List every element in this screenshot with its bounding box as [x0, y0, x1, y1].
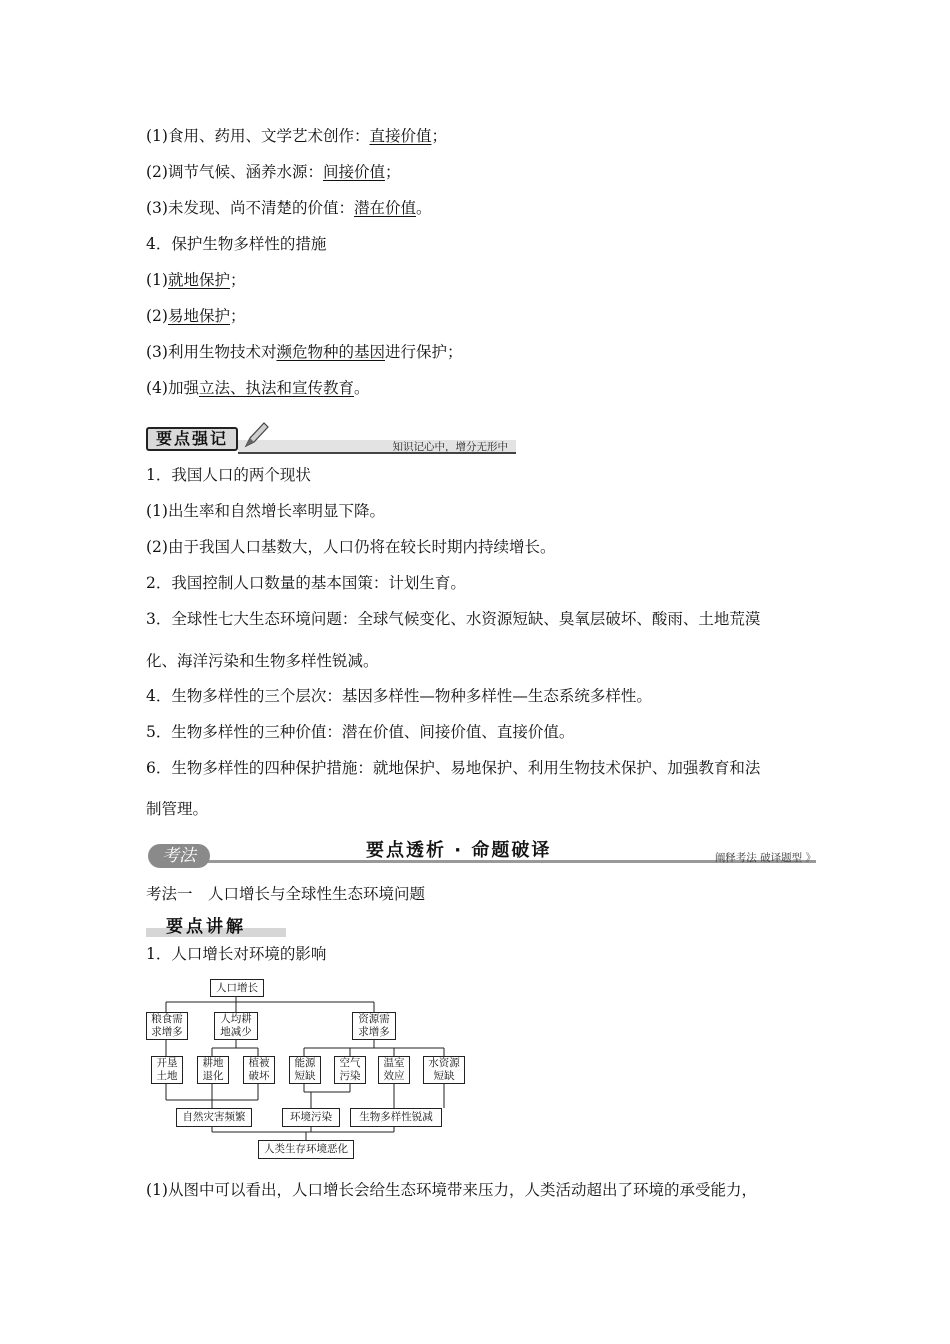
node-farmland-degradation: 耕地 退化	[197, 1056, 229, 1084]
text: (2)调节气候、涵养水源：	[146, 163, 323, 181]
text: (3)利用生物技术对	[146, 343, 277, 361]
node-environment-deterioration: 人类生存环境恶化	[258, 1140, 354, 1159]
protect-item-3	[146, 342, 463, 362]
key-point-line: 6．生物多样性的四种保护措施：就地保护、易地保护、利用生物技术保护、加强教育和法	[146, 759, 761, 777]
text: ；	[229, 271, 246, 289]
text: (1)	[146, 271, 168, 289]
explain-banner	[146, 912, 286, 938]
node-vegetation-destruction: 植被 破坏	[243, 1056, 275, 1084]
node-environmental-pollution: 环境污染	[282, 1108, 340, 1127]
protect-item-4	[146, 378, 370, 398]
node-farmland-decrease: 人均耕 地减少	[214, 1012, 258, 1040]
node-energy-shortage: 能源 短缺	[289, 1056, 321, 1084]
protect-heading: 4．保护生物多样性的措施	[146, 235, 327, 253]
answer-direct-value: 直接价值	[369, 127, 432, 145]
value-potential-line	[146, 198, 432, 218]
answer-potential-value: 潜在价值	[353, 199, 416, 217]
node-natural-disasters: 自然灾害频繁	[176, 1108, 252, 1127]
answer-indirect-value: 间接价值	[322, 163, 385, 181]
answer: 易地保护	[167, 307, 230, 325]
banner-tag: 要点强记	[146, 427, 238, 451]
text: 进行保护；	[384, 343, 463, 361]
key-point-line: (1)出生率和自然增长率明显下降。	[146, 502, 385, 520]
node-water-shortage: 水资源 短缺	[423, 1056, 465, 1084]
answer: 濒危物种的基因	[276, 343, 385, 361]
text: 。	[415, 199, 432, 217]
key-point-line: 2．我国控制人口数量的基本国策：计划生育。	[146, 574, 466, 592]
point1-title: 1．人口增长对环境的影响	[146, 945, 327, 963]
text: (3)未发现、尚不清楚的价值：	[146, 199, 354, 217]
key-point-line: 4．生物多样性的三个层次：基因多样性—物种多样性—生态系统多样性。	[146, 687, 652, 705]
text: (2)	[146, 307, 168, 325]
text: 。	[353, 379, 370, 397]
pencil-icon	[242, 420, 270, 450]
banner-subtitle: 知识记心中，增分无形中	[392, 441, 508, 453]
node-grain-demand: 粮食需 求增多	[146, 1012, 188, 1040]
value-direct-line	[146, 126, 447, 146]
text: ；	[229, 307, 246, 325]
value-indirect-line	[146, 162, 401, 182]
node-biodiversity-loss: 生物多样性锐减	[350, 1108, 442, 1127]
node-greenhouse-effect: 温室 效应	[378, 1056, 410, 1084]
text: ；	[431, 127, 447, 145]
protect-item-2	[146, 306, 246, 326]
answer: 立法、执法和宣传教育	[198, 379, 354, 397]
node-resource-demand: 资源需 求增多	[352, 1012, 396, 1040]
text: ；	[384, 163, 401, 181]
key-point-line: 5．生物多样性的三种价值：潜在价值、间接价值、直接价值。	[146, 723, 575, 741]
banner-title: 要点透析 · 命题破译	[366, 840, 552, 861]
analysis-banner	[146, 830, 816, 870]
node-population-growth: 人口增长	[210, 979, 264, 997]
banner-tag: 要点讲解	[166, 917, 246, 937]
key-point-line: 3．全球性七大生态环境问题：全球气候变化、水资源短缺、臭氧层破坏、酸雨、土地荒漠	[146, 610, 761, 628]
text: (4)加强	[146, 379, 199, 397]
key-point-line: 1．我国人口的两个现状	[146, 466, 311, 484]
key-point-line: (2)由于我国人口基数大，人口仍将在较长时期内持续增长。	[146, 538, 556, 556]
protect-item-1	[146, 270, 246, 290]
method-title: 考法一 人口增长与全球性生态环境问题	[146, 885, 426, 903]
answer: 就地保护	[167, 271, 230, 289]
node-reclaim-land: 开垦 土地	[151, 1056, 183, 1084]
banner-subtitle: 阐释考法 破译题型 》	[714, 852, 816, 864]
banner-tag: 考法	[148, 844, 210, 868]
key-point-line: 化、海洋污染和生物多样性锐减。	[146, 652, 379, 670]
population-impact-diagram	[146, 978, 476, 1160]
text: (1)食用、药用、文学艺术创作：	[146, 127, 370, 145]
key-point-line: 制管理。	[146, 800, 209, 818]
node-air-pollution: 空气 污染	[334, 1056, 366, 1084]
key-points-banner	[146, 420, 516, 454]
explanation-line: (1)从图中可以看出，人口增长会给生态环境带来压力，人类活动超出了环境的承受能力，	[146, 1181, 757, 1199]
